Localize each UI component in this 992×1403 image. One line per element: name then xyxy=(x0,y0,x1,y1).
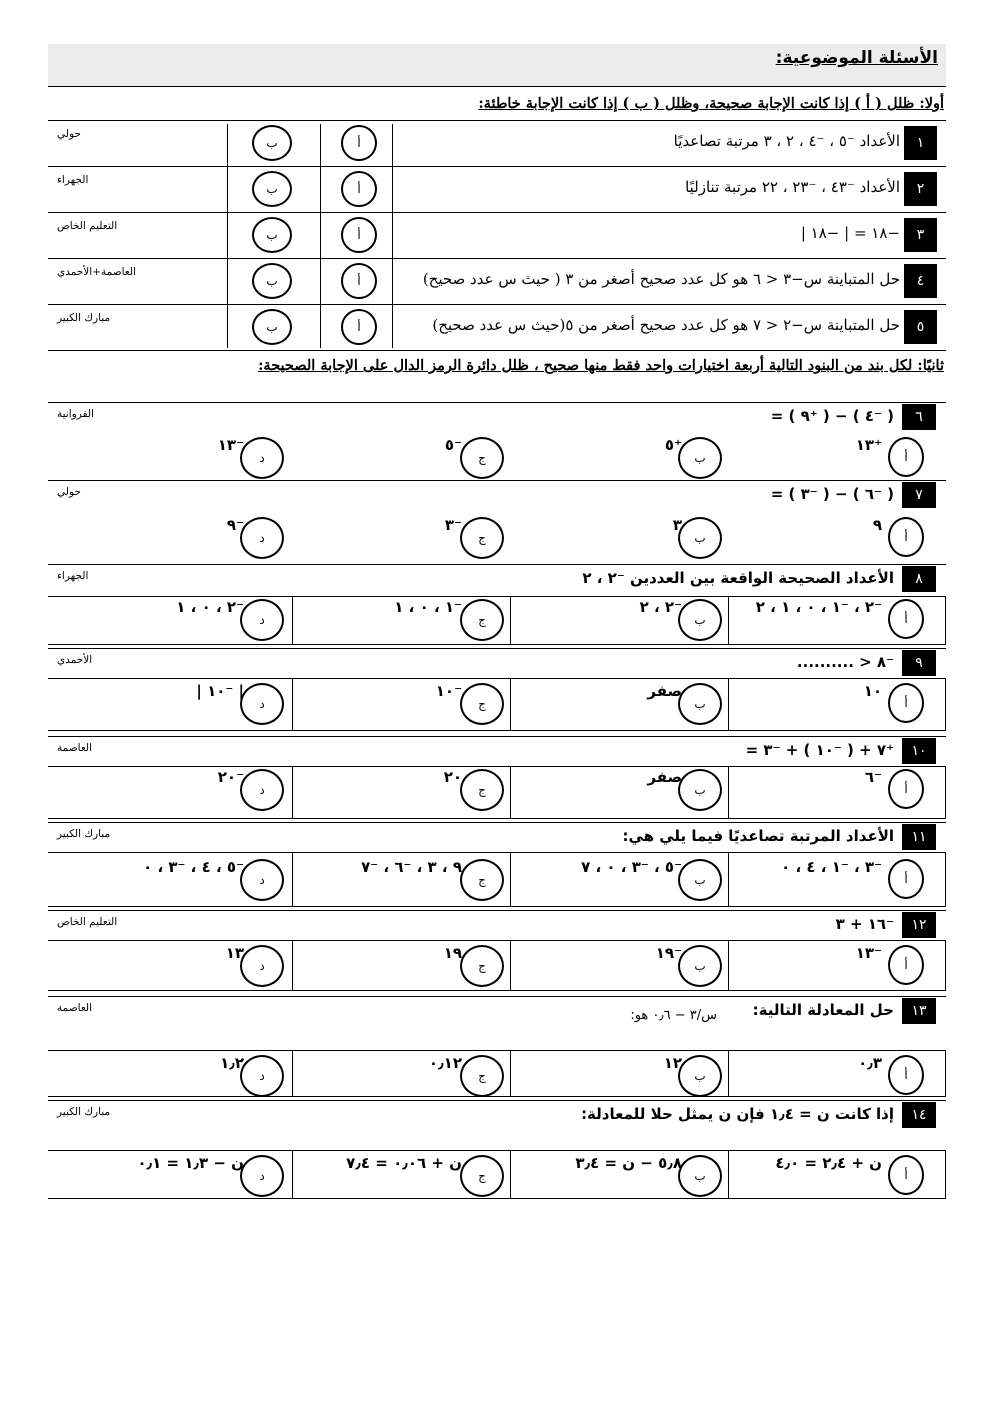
option-divider xyxy=(945,766,946,818)
option-divider xyxy=(510,678,511,730)
choice-bubble-d[interactable]: د xyxy=(240,1155,284,1197)
option-divider xyxy=(945,678,946,730)
choice-bubble-a[interactable]: أ xyxy=(888,769,924,809)
choice-bubble-d[interactable]: د xyxy=(240,945,284,987)
option-c-text: ⁻٣ xyxy=(444,516,462,534)
region-label: الجهراء xyxy=(57,570,89,582)
choice-bubble-c[interactable]: ج xyxy=(460,1055,504,1097)
options-row-top xyxy=(48,766,946,767)
choice-bubble-d[interactable]: د xyxy=(240,517,284,559)
choice-bubble-d[interactable]: د xyxy=(240,859,284,901)
option-a-text: ١٠ xyxy=(863,682,882,700)
option-divider xyxy=(728,1050,729,1096)
choice-bubble-b[interactable]: ب xyxy=(678,599,722,641)
option-divider xyxy=(728,596,729,644)
choice-bubble-d[interactable]: د xyxy=(240,599,284,641)
question-text: ⁺٧ + ( ⁻١٠ ) + ⁻٣ = xyxy=(745,741,894,759)
option-divider xyxy=(292,678,293,730)
question-text: ⁻١٦ + ٣ xyxy=(835,915,894,933)
choice-bubble-a[interactable]: أ xyxy=(888,1055,924,1095)
question-divider xyxy=(48,648,946,649)
option-b-text: صفر xyxy=(647,768,682,786)
option-divider xyxy=(292,766,293,818)
option-divider xyxy=(292,596,293,644)
option-d-text: ⁻٥ ، ٤ ، ⁻٣ ، ٠ xyxy=(143,858,244,876)
choice-bubble-d[interactable]: د xyxy=(240,437,284,479)
choice-bubble-d[interactable]: د xyxy=(240,1055,284,1097)
options-row-bottom xyxy=(48,818,946,819)
option-b-text: صفر xyxy=(647,682,682,700)
region-label: الفروانية xyxy=(57,408,94,420)
options-row-bottom xyxy=(48,1096,946,1097)
option-c-text: ١٩ xyxy=(443,944,462,962)
question-divider xyxy=(48,480,946,481)
question-divider xyxy=(48,736,946,737)
choice-bubble-a[interactable]: أ xyxy=(888,859,924,899)
region-label: التعليم الخاص xyxy=(57,220,118,232)
answer-false-bubble[interactable]: ب xyxy=(252,309,292,345)
question-number: ٧ xyxy=(902,482,936,508)
row-divider xyxy=(48,166,946,167)
option-a-text: ٩ xyxy=(872,516,882,534)
answer-true-bubble[interactable]: أ xyxy=(341,309,377,345)
choice-bubble-b[interactable]: ب xyxy=(678,683,722,725)
region-label: العاصمة+الأحمدي xyxy=(57,266,136,278)
question-text: الأعداد الصحيحة الواقعة بين العددين ⁻٢ ، ٢ xyxy=(582,569,894,587)
choice-bubble-c[interactable]: ج xyxy=(460,859,504,901)
table-top-border xyxy=(48,120,946,121)
option-divider xyxy=(510,1150,511,1198)
header-bar xyxy=(48,44,946,87)
part2-title: ثانيًا: لكل بند من البنود التالية أربعة اختيارات واحد فقط منها صحيح ، ظلل دائرة الرمز الدال على الإجابة الصحيحة: xyxy=(258,357,944,374)
column-divider xyxy=(392,124,393,348)
options-row-top xyxy=(48,1150,946,1151)
answer-false-bubble[interactable]: ب xyxy=(252,263,292,299)
option-a-text: ⁻١٣ xyxy=(855,944,882,962)
option-a-text: ⁻٣ ، ⁻١ ، ٤ ، ٠ xyxy=(781,858,882,876)
choice-bubble-a[interactable]: أ xyxy=(888,683,924,723)
choice-bubble-a[interactable]: أ xyxy=(888,517,924,557)
option-c-text: ٢٠ xyxy=(443,768,462,786)
question-number: ٩ xyxy=(902,650,936,676)
option-c-text: ن + ٠٫٠٦ = ٧٫٤ xyxy=(346,1154,462,1172)
question-divider xyxy=(48,564,946,565)
region-label: التعليم الخاص xyxy=(57,916,118,928)
options-row-bottom xyxy=(48,990,946,991)
option-b-text: ⁻١٩ xyxy=(655,944,682,962)
equation-text: س/٣ − ٠٫٦ هو: xyxy=(630,1008,717,1023)
answer-false-bubble[interactable]: ب xyxy=(252,171,292,207)
question-number: ١١ xyxy=(902,824,936,850)
question-number: ٨ xyxy=(902,566,936,592)
question-text: حل المعادلة التالية: xyxy=(752,1001,894,1019)
answer-true-bubble[interactable]: أ xyxy=(341,217,377,253)
statement-text: −١٨ = | −١٨ | xyxy=(800,224,900,242)
option-divider xyxy=(945,852,946,906)
option-d-text: ن − ١٫٣ = ٠٫١ xyxy=(137,1154,244,1172)
question-number: ١٤ xyxy=(902,1102,936,1128)
option-a-text: ⁻٦ xyxy=(864,768,882,786)
choice-bubble-a[interactable]: أ xyxy=(888,945,924,985)
choice-bubble-a[interactable]: أ xyxy=(888,1155,924,1195)
question-text: إذا كانت ن = ١٫٤ فإن ن يمثل حلا للمعادلة: xyxy=(581,1105,894,1123)
region-label: العاصمة xyxy=(57,742,92,754)
choice-bubble-c[interactable]: ج xyxy=(460,945,504,987)
option-b-text: ⁻٢ ، ٢ xyxy=(639,598,682,616)
option-divider xyxy=(728,766,729,818)
choice-bubble-b[interactable]: ب xyxy=(678,945,722,987)
option-divider xyxy=(292,940,293,990)
question-number: ٣ xyxy=(904,218,937,252)
region-label: الأحمدي xyxy=(57,654,93,666)
answer-true-bubble[interactable]: أ xyxy=(341,125,377,161)
question-number: ١ xyxy=(904,126,937,160)
page-title: الأسئلة الموضوعية: xyxy=(775,48,938,68)
option-divider xyxy=(510,940,511,990)
row-divider xyxy=(48,304,946,305)
option-divider xyxy=(728,678,729,730)
region-label: الجهراء xyxy=(57,174,89,186)
option-a-text: ⁺١٣ xyxy=(855,436,882,454)
question-number: ٦ xyxy=(902,404,936,430)
answer-false-bubble[interactable]: ب xyxy=(252,217,292,253)
answer-false-bubble[interactable]: ب xyxy=(252,125,292,161)
statement-text: حل المتباينة س−٣ < ٦ هو كل عدد صحيح أصغر من ٣ ( حيث س عدد صحيح) xyxy=(422,270,900,288)
statement-text: الأعداد ⁻٥ ، ⁻٤ ، ٢ ، ٣ مرتبة تصاعديًا xyxy=(673,132,900,150)
option-d-text: ⁻١٣ xyxy=(217,436,244,454)
choice-bubble-c[interactable]: ج xyxy=(460,769,504,811)
region-label: مبارك الكبير xyxy=(57,828,111,840)
option-d-text: ⁻٩ xyxy=(226,516,244,534)
question-number: ٥ xyxy=(904,310,937,344)
option-divider xyxy=(728,940,729,990)
option-divider xyxy=(292,852,293,906)
statement-text: حل المتباينة س−٢ < ٧ هو كل عدد صحيح أصغر من ٥(حيث س عدد صحيح) xyxy=(432,316,900,334)
region-label: العاصمة xyxy=(57,1002,92,1014)
question-text: ⁻٨ < .......... xyxy=(796,653,894,671)
choice-bubble-b[interactable]: ب xyxy=(678,859,722,901)
question-divider xyxy=(48,402,946,403)
option-divider xyxy=(945,1050,946,1096)
answer-true-bubble[interactable]: أ xyxy=(341,263,377,299)
option-d-text: ⁻٢٠ xyxy=(217,768,244,786)
option-divider xyxy=(728,852,729,906)
option-a-text: ٠٫٣ xyxy=(858,1054,882,1072)
question-divider xyxy=(48,1100,946,1101)
choice-bubble-b[interactable]: ب xyxy=(678,769,722,811)
question-text: الأعداد المرتبة تصاعديًا فيما يلي هي: xyxy=(622,827,894,845)
question-text: ( ⁻٤ ) − ( ⁺٩ ) = xyxy=(770,407,894,425)
option-divider xyxy=(292,1150,293,1198)
option-c-text: ⁻١ ، ٠ ، ١ xyxy=(394,598,462,616)
options-row-top xyxy=(48,852,946,853)
choice-bubble-c[interactable]: ج xyxy=(460,437,504,479)
option-d-text: ١٣ xyxy=(225,944,244,962)
choice-bubble-c[interactable]: ج xyxy=(460,1155,504,1197)
option-d-text: | ⁻١٠ | xyxy=(196,682,244,700)
choice-bubble-b[interactable]: ب xyxy=(678,517,722,559)
column-divider xyxy=(320,124,321,348)
option-c-text: ٠٫١٢ xyxy=(428,1054,462,1072)
choice-bubble-d[interactable]: د xyxy=(240,683,284,725)
choice-bubble-c[interactable]: ج xyxy=(460,517,504,559)
option-divider xyxy=(945,940,946,990)
choice-bubble-b[interactable]: ب xyxy=(678,1055,722,1097)
option-a-text: ⁻٢ ، ⁻١ ، ٠ ، ١ ، ٢ xyxy=(755,598,882,616)
choice-bubble-b[interactable]: ب xyxy=(678,1155,722,1197)
options-row-top xyxy=(48,678,946,679)
option-b-text: ⁻٥ ، ⁻٣ ، ٠ ، ٧ xyxy=(581,858,682,876)
question-text: ( ⁻٦ ) − ( ⁻٣ ) = xyxy=(770,485,894,503)
option-divider xyxy=(945,1150,946,1198)
option-c-text: ⁻١٠ xyxy=(435,682,462,700)
choice-bubble-c[interactable]: ج xyxy=(460,683,504,725)
question-number: ١٣ xyxy=(902,998,936,1024)
part1-title: أولا: ظلل ( أ ) إذا كانت الإجابة صحيحة، وظلل ( ب ) إذا كانت الإجابة خاطئة: xyxy=(478,95,944,112)
region-label: حولي xyxy=(57,128,81,140)
option-b-text: ١٢ xyxy=(663,1054,682,1072)
options-row-bottom xyxy=(48,644,946,645)
row-divider xyxy=(48,212,946,213)
options-row-top xyxy=(48,940,946,941)
option-d-text: ١٫٢ xyxy=(220,1054,244,1072)
option-b-text: ٣ xyxy=(672,516,682,534)
choice-bubble-b[interactable]: ب xyxy=(678,437,722,479)
option-divider xyxy=(510,1050,511,1096)
region-label: مبارك الكبير xyxy=(57,1106,111,1118)
region-label: مبارك الكبير xyxy=(57,312,111,324)
option-c-text: ⁻٥ xyxy=(444,436,462,454)
question-number: ١٠ xyxy=(902,738,936,764)
row-divider xyxy=(48,350,946,351)
options-row-bottom xyxy=(48,730,946,731)
option-divider xyxy=(510,596,511,644)
option-divider xyxy=(510,852,511,906)
option-divider xyxy=(292,1050,293,1096)
option-c-text: ٩ ، ٣ ، ⁻٦ ، ⁻٧ xyxy=(361,858,462,876)
options-row-top xyxy=(48,1050,946,1051)
statement-text: الأعداد ⁻٤٣ ، ⁻٢٣ ، ٢٢ مرتبة تنازليًا xyxy=(685,178,900,196)
choice-bubble-a[interactable]: أ xyxy=(888,437,924,477)
question-divider xyxy=(48,910,946,911)
option-b-text: ⁺٥ xyxy=(664,436,682,454)
answer-true-bubble[interactable]: أ xyxy=(341,171,377,207)
option-a-text: ن + ٢٫٤ = ٤٫٠ xyxy=(775,1154,882,1172)
question-number: ٢ xyxy=(904,172,937,206)
choice-bubble-a[interactable]: أ xyxy=(888,599,924,639)
choice-bubble-c[interactable]: ج xyxy=(460,599,504,641)
region-label: حولي xyxy=(57,486,81,498)
question-number: ١٢ xyxy=(902,912,936,938)
question-number: ٤ xyxy=(904,264,937,298)
option-d-text: ⁻٢ ، ٠ ، ١ xyxy=(176,598,244,616)
row-divider xyxy=(48,258,946,259)
option-divider xyxy=(945,596,946,644)
column-divider xyxy=(227,124,228,348)
question-divider xyxy=(48,822,946,823)
options-row-top xyxy=(48,596,946,597)
options-row-bottom xyxy=(48,906,946,907)
options-row-bottom xyxy=(48,1198,946,1199)
choice-bubble-d[interactable]: د xyxy=(240,769,284,811)
option-divider xyxy=(510,766,511,818)
question-divider xyxy=(48,996,946,997)
option-divider xyxy=(728,1150,729,1198)
option-b-text: ٥٫٨ − ن = ٣٫٤ xyxy=(575,1154,682,1172)
